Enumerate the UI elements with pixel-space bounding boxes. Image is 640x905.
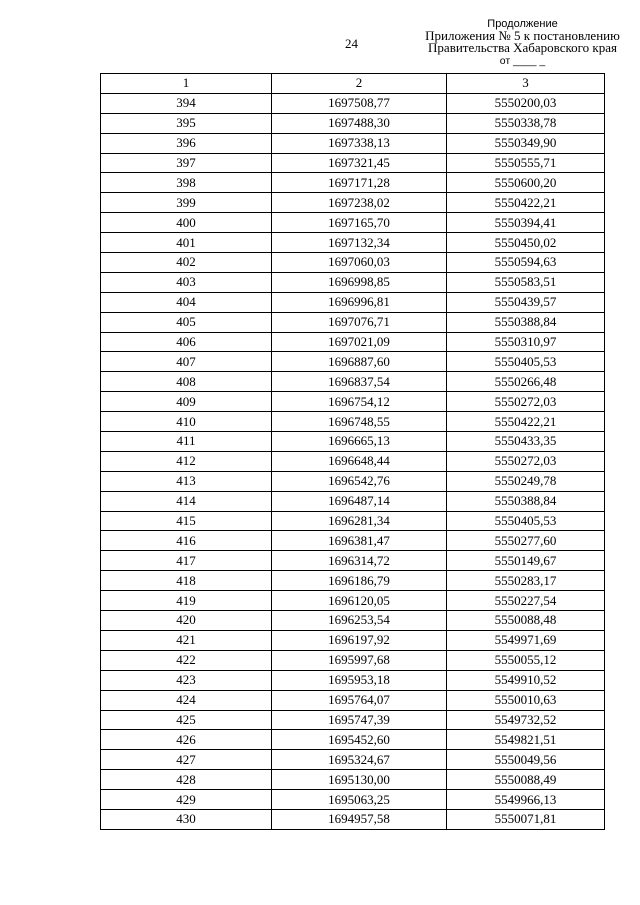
y-coordinate-cell: 5550272,03 <box>447 392 605 412</box>
table-row <box>101 710 605 730</box>
y-coordinate-cell: 5550200,03 <box>447 93 605 113</box>
table-row <box>101 451 605 471</box>
continuation-label: Продолжение <box>487 18 558 30</box>
y-coordinate-cell: 5550583,51 <box>447 272 605 292</box>
y-coordinate-cell: 5549821,51 <box>447 730 605 750</box>
y-coordinate-cell: 5549971,69 <box>447 630 605 650</box>
point-number-cell: 415 <box>101 511 272 531</box>
table-row <box>101 233 605 253</box>
point-number-cell: 395 <box>101 113 272 133</box>
x-coordinate-cell: 1695063,25 <box>272 790 447 810</box>
x-coordinate-cell: 1695324,67 <box>272 750 447 770</box>
x-coordinate-cell: 1695997,68 <box>272 650 447 670</box>
table-row <box>101 213 605 233</box>
point-number-cell: 403 <box>101 272 272 292</box>
x-coordinate-cell: 1696665,13 <box>272 432 447 452</box>
point-number-cell: 427 <box>101 750 272 770</box>
table-row <box>101 292 605 312</box>
table-row <box>101 809 605 829</box>
x-coordinate-cell: 1697165,70 <box>272 213 447 233</box>
table-row <box>101 750 605 770</box>
point-number-cell: 422 <box>101 650 272 670</box>
point-number-cell: 418 <box>101 571 272 591</box>
table-row <box>101 193 605 213</box>
table-row <box>101 730 605 750</box>
x-coordinate-cell: 1696381,47 <box>272 531 447 551</box>
point-number-cell: 400 <box>101 213 272 233</box>
table-row <box>101 153 605 173</box>
x-coordinate-cell: 1695130,00 <box>272 770 447 790</box>
government-reference: Правительства Хабаровского края <box>428 40 617 55</box>
point-number-cell: 409 <box>101 392 272 412</box>
x-coordinate-cell: 1696887,60 <box>272 352 447 372</box>
table-row <box>101 591 605 611</box>
x-coordinate-cell: 1697238,02 <box>272 193 447 213</box>
y-coordinate-cell: 5550049,56 <box>447 750 605 770</box>
x-coordinate-cell: 1696837,54 <box>272 372 447 392</box>
table-header-row <box>101 74 605 94</box>
table-row <box>101 790 605 810</box>
x-coordinate-cell: 1697338,13 <box>272 133 447 153</box>
point-number-cell: 421 <box>101 630 272 650</box>
y-coordinate-cell: 5549732,52 <box>447 710 605 730</box>
table-row <box>101 93 605 113</box>
x-coordinate-cell: 1696281,34 <box>272 511 447 531</box>
x-coordinate-cell: 1696748,55 <box>272 412 447 432</box>
table-row <box>101 133 605 153</box>
y-coordinate-cell: 5549910,52 <box>447 670 605 690</box>
point-number-cell: 407 <box>101 352 272 372</box>
table-row <box>101 471 605 491</box>
point-number-cell: 399 <box>101 193 272 213</box>
x-coordinate-cell: 1697171,28 <box>272 173 447 193</box>
table-row <box>101 531 605 551</box>
x-coordinate-cell: 1697076,71 <box>272 312 447 332</box>
y-coordinate-cell: 5550283,17 <box>447 571 605 591</box>
x-coordinate-cell: 1694957,58 <box>272 809 447 829</box>
table-row <box>101 571 605 591</box>
point-number-cell: 405 <box>101 312 272 332</box>
table-body <box>101 93 605 829</box>
y-coordinate-cell: 5550338,78 <box>447 113 605 133</box>
x-coordinate-cell: 1696648,44 <box>272 451 447 471</box>
point-number-cell: 414 <box>101 491 272 511</box>
table-row <box>101 332 605 352</box>
column-header-1: 1 <box>101 74 272 94</box>
date-line: от ____ _ <box>499 55 546 67</box>
y-coordinate-cell: 5550227,54 <box>447 591 605 611</box>
x-coordinate-cell: 1696998,85 <box>272 272 447 292</box>
point-number-cell: 404 <box>101 292 272 312</box>
table-row <box>101 630 605 650</box>
table-row <box>101 173 605 193</box>
point-number-cell: 416 <box>101 531 272 551</box>
x-coordinate-cell: 1697060,03 <box>272 253 447 273</box>
point-number-cell: 397 <box>101 153 272 173</box>
x-coordinate-cell: 1695764,07 <box>272 690 447 710</box>
y-coordinate-cell: 5550310,97 <box>447 332 605 352</box>
table-row <box>101 551 605 571</box>
y-coordinate-cell: 5550088,49 <box>447 770 605 790</box>
x-coordinate-cell: 1695452,60 <box>272 730 447 750</box>
y-coordinate-cell: 5550088,48 <box>447 611 605 631</box>
table-row <box>101 412 605 432</box>
point-number-cell: 394 <box>101 93 272 113</box>
table-row <box>101 312 605 332</box>
page-number: 24 <box>345 36 358 51</box>
point-number-cell: 425 <box>101 710 272 730</box>
y-coordinate-cell: 5550388,84 <box>447 491 605 511</box>
point-number-cell: 419 <box>101 591 272 611</box>
y-coordinate-cell: 5550405,53 <box>447 511 605 531</box>
point-number-cell: 413 <box>101 471 272 491</box>
y-coordinate-cell: 5550349,90 <box>447 133 605 153</box>
x-coordinate-cell: 1696197,92 <box>272 630 447 650</box>
table-row <box>101 113 605 133</box>
y-coordinate-cell: 5550249,78 <box>447 471 605 491</box>
y-coordinate-cell: 5550394,41 <box>447 213 605 233</box>
table-row <box>101 770 605 790</box>
x-coordinate-cell: 1695747,39 <box>272 710 447 730</box>
x-coordinate-cell: 1697021,09 <box>272 332 447 352</box>
appendix-header <box>405 18 640 67</box>
y-coordinate-cell: 5550439,57 <box>447 292 605 312</box>
y-coordinate-cell: 5550594,63 <box>447 253 605 273</box>
x-coordinate-cell: 1696542,76 <box>272 471 447 491</box>
y-coordinate-cell: 5550272,03 <box>447 451 605 471</box>
point-number-cell: 410 <box>101 412 272 432</box>
column-header-2: 2 <box>272 74 447 94</box>
point-number-cell: 429 <box>101 790 272 810</box>
point-number-cell: 401 <box>101 233 272 253</box>
y-coordinate-cell: 5550071,81 <box>447 809 605 829</box>
coordinates-table <box>100 73 605 830</box>
point-number-cell: 398 <box>101 173 272 193</box>
y-coordinate-cell: 5550266,48 <box>447 372 605 392</box>
x-coordinate-cell: 1697488,30 <box>272 113 447 133</box>
y-coordinate-cell: 5550405,53 <box>447 352 605 372</box>
table-row <box>101 432 605 452</box>
y-coordinate-cell: 5550422,21 <box>447 412 605 432</box>
x-coordinate-cell: 1696996,81 <box>272 292 447 312</box>
y-coordinate-cell: 5550433,35 <box>447 432 605 452</box>
table-row <box>101 690 605 710</box>
y-coordinate-cell: 5550600,20 <box>447 173 605 193</box>
point-number-cell: 396 <box>101 133 272 153</box>
table-row <box>101 611 605 631</box>
y-coordinate-cell: 5550388,84 <box>447 312 605 332</box>
table-row <box>101 650 605 670</box>
x-coordinate-cell: 1696487,14 <box>272 491 447 511</box>
point-number-cell: 428 <box>101 770 272 790</box>
x-coordinate-cell: 1697321,45 <box>272 153 447 173</box>
point-number-cell: 412 <box>101 451 272 471</box>
table-row <box>101 372 605 392</box>
x-coordinate-cell: 1697508,77 <box>272 93 447 113</box>
y-coordinate-cell: 5550010,63 <box>447 690 605 710</box>
point-number-cell: 423 <box>101 670 272 690</box>
x-coordinate-cell: 1696253,54 <box>272 611 447 631</box>
x-coordinate-cell: 1696314,72 <box>272 551 447 571</box>
y-coordinate-cell: 5550055,12 <box>447 650 605 670</box>
point-number-cell: 417 <box>101 551 272 571</box>
y-coordinate-cell: 5549966,13 <box>447 790 605 810</box>
y-coordinate-cell: 5550422,21 <box>447 193 605 213</box>
appendix-reference: Приложения № 5 к постановлению <box>425 28 620 43</box>
point-number-cell: 402 <box>101 253 272 273</box>
table-row <box>101 392 605 412</box>
table-row <box>101 670 605 690</box>
table-row <box>101 253 605 273</box>
point-number-cell: 424 <box>101 690 272 710</box>
x-coordinate-cell: 1697132,34 <box>272 233 447 253</box>
point-number-cell: 411 <box>101 432 272 452</box>
x-coordinate-cell: 1696186,79 <box>272 571 447 591</box>
x-coordinate-cell: 1695953,18 <box>272 670 447 690</box>
point-number-cell: 426 <box>101 730 272 750</box>
table-row <box>101 352 605 372</box>
table-row <box>101 272 605 292</box>
x-coordinate-cell: 1696120,05 <box>272 591 447 611</box>
column-header-3: 3 <box>447 74 605 94</box>
y-coordinate-cell: 5550450,02 <box>447 233 605 253</box>
y-coordinate-cell: 5550277,60 <box>447 531 605 551</box>
y-coordinate-cell: 5550555,71 <box>447 153 605 173</box>
point-number-cell: 430 <box>101 809 272 829</box>
point-number-cell: 406 <box>101 332 272 352</box>
table-row <box>101 511 605 531</box>
y-coordinate-cell: 5550149,67 <box>447 551 605 571</box>
point-number-cell: 408 <box>101 372 272 392</box>
point-number-cell: 420 <box>101 611 272 631</box>
x-coordinate-cell: 1696754,12 <box>272 392 447 412</box>
table-row <box>101 491 605 511</box>
